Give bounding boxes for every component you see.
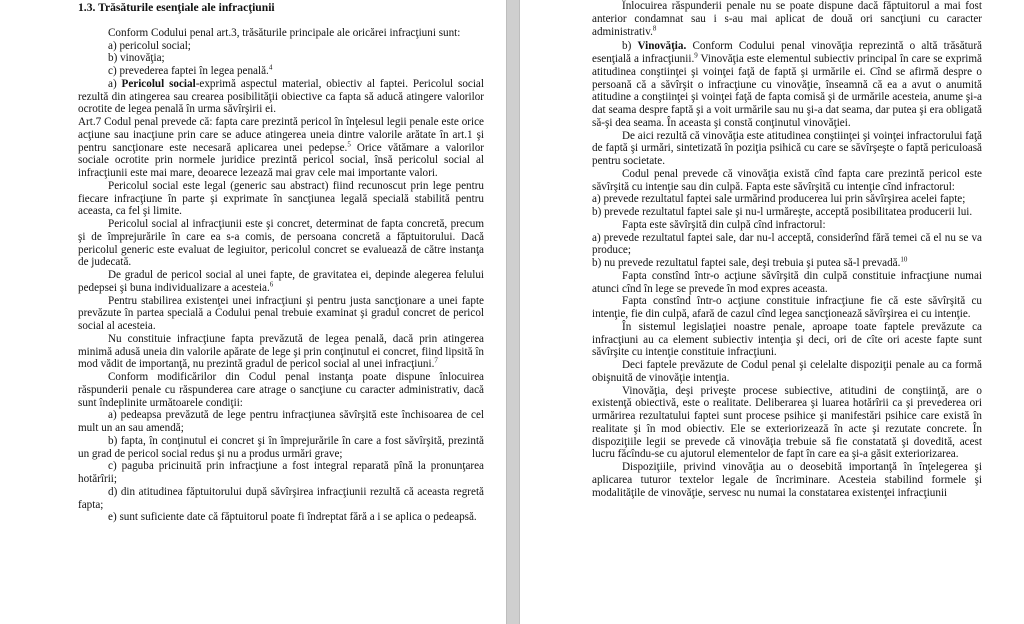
paragraph: Fapta constînd într-o acţiune săvîrşită din culpă constituie infracţiune numai atunci cînd în lege se prevede în mod expres aceasta. [592,269,982,295]
condition-item: c) paguba pricinuită prin infracţiune a fost integral reparată pînă la pronunţarea hotărîrii; [78,460,484,485]
footnote-ref: 6 [269,280,274,289]
list-item: b) vinovăţia; [108,52,165,65]
paragraph: Fapta este săvîrşită din culpă cînd infractorul: [622,218,826,231]
paragraph: Deci faptele prevăzute de Codul penal şi celelalte dispoziţii penale au ca formă obişnuită de vinovăţie intenţia. [592,359,982,384]
list-item: a) prevede rezultatul faptei sale urmărind producerea lui prin săvîrşirea acelei fapte; [592,193,966,206]
footnote-ref: 10 [900,255,908,264]
left-page [0,0,507,624]
footnote-ref: 9 [694,51,698,60]
paragraph: De gradul de pericol social al unei fapte, de gravitatea ei, depinde alegerea felului pedepsei şi buna individualizare a acesteia.$^6$ [78,269,484,294]
paragraph: Vinovăţia, deşi priveşte procese subiective, atitudini de conştiinţă, are o existenţă obiectivă, este o realitate. Deliberarea şi luarea hotărîrii ca şi prevederea ori urmărirea rezultatului faptei sunt procese psihice şi manifestări psihice care există în realitate şi în mod obiectiv. Ele se exteriorizează în acte şi rezutate concrete. În dispoziţiile legii se prevede că vinovăţia trebuie să fie constatată şi dovedită, acest lucru făcîndu-se cu ajutorul elementelor de fapt în care ea şi-a găsit exteriorizarea. [592,384,982,461]
condition-item: d) din atitudinea făptuitorului după săvîrşirea infracţiunii rezultă că aceasta regretă fapta; [78,485,484,511]
paragraph-vinovatia: b) Vinovăţia. Conform Codului penal vinovăţia reprezintă o altă trăsătură esenţială a infracţiunii.$^9$ Vinovăţia este elementul subiectiv principal în care se exprimă atitudinea conştiinţei şi voinţei faţă de faptă şi urmările ei. Cînd se afirmă despre o persoană că a săvîrşit o infracţiune cu vinovăţie, înseamnă că ea a avut o anumită atitudine a conştiinţei şi voinţei faţă de fapta comisă şi de urmările acesteia, anume şi-a dat seama despre faptă şi a voit urmările sau nu şi-a dat seama, dar putea şi era obligată să-şi dea seama. În aceasta şi constă conţinutul vinovăţiei. [592,40,982,129]
condition-item: a) pedeapsa prevăzută de lege pentru infracţiunea săvîrşită este închisoarea de cel mult un an sau amendă; [78,409,484,434]
paragraph: Înlocuirea răspunderii penale nu se poate dispune dacă făptuitorul a mai fost anterior condamnat sau i s-au mai aplicat de două ori sancţiuni cu caracter administrativ.$^8$ [592,0,982,38]
paragraph: Fapta constînd într-o acţiune constituie infracţiune fie că este săvîrşită cu intenţie, fie din culpă, afară de cazul cînd legea sancţionează săvîrşirea ei cu intenţie. [592,295,982,320]
right-page [519,0,1024,624]
list-item: b) prevede rezultatul faptei sale şi nu-l urmăreşte, acceptă posibilitatea producerii lui. [592,206,973,218]
list-item: a) pericolul social; [108,39,191,52]
paragraph: Pericolul social al infracţiunii este şi concret, determinat de fapta concretă, precum şi de împrejurările în care ea s-a comis, de persoana concretă a făptuitorului. Dacă pericolul generic este evaluat de legiuitor, pericolul concret se evaluează de către instanţa de judecată. [78,218,484,269]
paragraph: Conform modificărilor din Codul penal instanţa poate dispune înlocuirea răspunderii penale cu răspunderea care atrage o sancţiune cu caracter administrativ, dacă sunt îndeplinite următoarele condiţii: [78,371,484,409]
paragraph-pericol: a) Pericolul social-exprimă aspectul material, obiectiv al faptei. Pericolul social rezultă din atingerea sau crearea posibilităţii obiective ca fapta să aducă atingere valorilor ocrotite de legea penală în urma săvîrşirii ei. [78,77,484,116]
paragraph: Codul penal prevede că vinovăţia există cînd fapta care prezintă pericol este săvîrşită cu intenţie sau din culpă. Fapta este săvîrşită cu intenţie cînd infractorul: [592,167,982,193]
paragraph: În sistemul legislaţiei noastre penale, aproape toate faptele prevăzute ca infracţiuni au ca element subiectiv intenţia şi deci, ori de cîte ori aceste fapte sunt săvîrşite cu intenţie constituie infracţiuni. [592,320,982,359]
condition-item: b) fapta, în conţinutul ei concret şi în împrejurările în care a fost săvîrşită, prezintă un grad de pericol social redus şi nu a produs urmări grave; [78,434,484,460]
paragraph: De aici rezultă că vinovăţia este atitudinea conştiinţei şi voinţei infractorului faţă de faptă şi urmări, sintetizată în poziţia psihică cu care se săvîrşeşte o faptă periculoasă pentru societate. [592,129,982,167]
paragraph: Pentru stabilirea existenţei unei infracţiuni şi pentru justa sancţionare a unei fapte prevăzute în partea specială a Codului penal trebuie examinat şi gradul concret de pericol social al acesteia. [78,294,484,332]
list-item: a) prevede rezultatul faptei sale, dar nu-l acceptă, considerînd fără temei că el nu se va produce; [592,231,982,257]
paragraph: Nu constituie infracţiune fapta prevăzută de legea penală, dacă prin atingerea minimă adusă uneia din valorile apărate de lege şi prin conţinutul ei concret, fiind lipsită în mod vădit de importanţă, nu prezintă gradul de pericol social al unei infracţiuni.$^7$ [78,332,484,371]
intro-paragraph: Conform Codului penal art.3, trăsăturile principale ale oricărei infracţiuni sunt: [108,26,461,39]
paragraph: Dispoziţiile, privind vinovăţia au o deosebită importanţă în înţelegerea şi aplicarea tuturor textelor legale de încriminare. Acesteia stabilind formele şi modalităţile de vinovăţie, servesc nu numai la constatarea existenţei infracţiunii [592,461,982,499]
condition-item: e) sunt suficiente date că făptuitorul poate fi îndreptat fără a i se aplica o pedeapsă. [108,511,477,524]
footnote-ref: 8 [652,23,657,32]
footnote-ref: 7 [434,356,438,365]
section-heading: 1.3. Trăsăturile esenţiale ale infracţiunii [78,1,275,14]
paragraph-art7: Art.7 Codul penal prevede că: fapta care prezintă pericol în înţelesul legii penale este orice acţiune sau inacţiune prin care se aduce atingerea uneia dintre valorile arătate în art.1 şi pentru sancţionare este necesară aplicarea unei pedepse.$^5$ Orice vătămare a valorilor sociale ocrotite prin normele juridice prezintă pericol social, însă pericolul social al infracţiunii este mai mare, deoarece lezează mai grav cele mai importante valori. [78,116,484,179]
paragraph: Pericolul social este legal (generic sau abstract) fiind recunoscut prin lege pentru fiecare infracţiune în parte şi exprimate în sancţiunea legală specială stabilită pentru aceasta, ca fel şi limite. [78,179,484,218]
footnote-ref: 4 [268,63,273,72]
footnote-ref: 5 [347,139,351,148]
list-item: b) nu prevede rezultatul faptei sale, deşi trebuia şi putea să-l prevadă.$^{10}$ [592,255,908,269]
list-item: c) prevederea faptei în legea penală.$^4$ [108,63,273,77]
